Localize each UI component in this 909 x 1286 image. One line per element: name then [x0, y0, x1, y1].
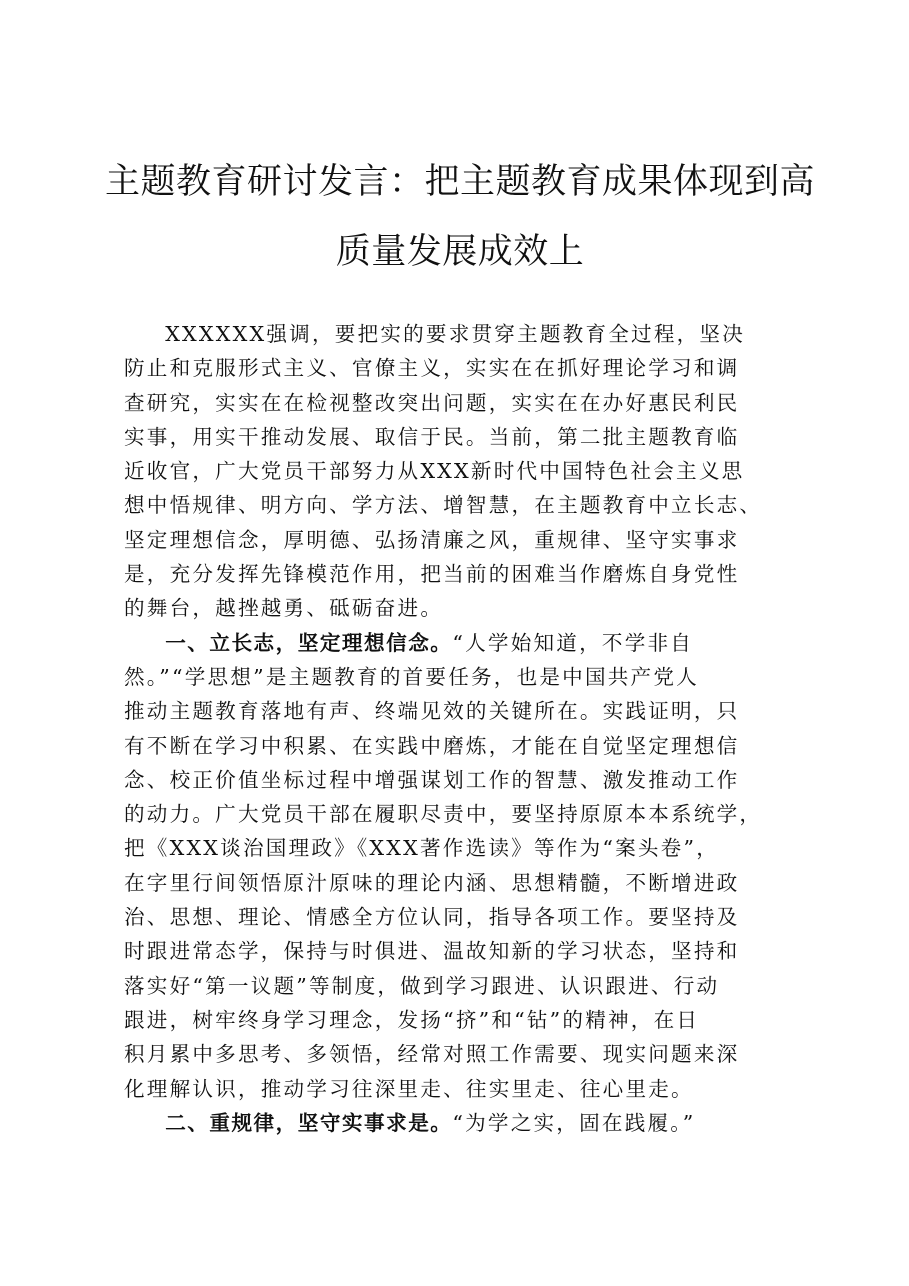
text-line: 落实好“第一议题”等制度，做到学习跟进、认识跟进、行动 — [124, 973, 720, 998]
section-heading-1: 一、立长志，坚定理想信念。 — [165, 630, 453, 655]
text-line: 时跟进常态学，保持与时俱进、温故知新的学习状态，坚持和 — [124, 939, 740, 964]
section-heading-2: 二、重规律，坚守实事求是。 — [165, 1110, 453, 1135]
text-line: 是，充分发挥先锋模范作用，把当前的困难当作磨炼自身党性 — [124, 562, 740, 587]
paragraph-section-1 — [124, 626, 800, 1106]
text-line: 化理解认识，推动学习往深里走、往实里走、往心里走。 — [124, 1076, 694, 1101]
text-line: 在字里行间领悟原汁原味的理论内涵、思想精髓，不断增进政 — [124, 870, 740, 895]
document-body — [124, 317, 800, 1140]
text-line: 念、校正价值坐标过程中增强谋划工作的智慧、激发推动工作 — [124, 767, 740, 792]
title-line-2: 质量发展成效上 — [335, 232, 585, 272]
paragraph-intro — [124, 317, 800, 626]
text-line: 查研究，实实在在检视整改突出问题，实实在在办好惠民利民 — [124, 390, 740, 415]
text-line: 近收官，广大党员干部努力从XXX新时代中国特色社会主义思 — [124, 459, 745, 484]
text-line: 跟进，树牢终身学习理念，发扬“挤”和“钻”的精神，在日 — [124, 1007, 700, 1032]
text-line: 坚定理想信念，厚明德、弘扬清廉之风，重规律、坚守实事求 — [124, 527, 740, 552]
text-line: 然。”“学思想”是主题教育的首要任务，也是中国共产党人 — [124, 664, 699, 689]
document-title — [100, 147, 820, 287]
text-line — [124, 1106, 800, 1140]
text-line: 把《XXX谈治国理政》《XXX著作选读》等作为“案头卷”， — [124, 836, 719, 861]
text-line: 防止和克服形式主义、官僚主义，实实在在抓好理论学习和调 — [124, 356, 740, 381]
text-line: 推动主题教育落地有声、终端见效的关键所在。实践证明，只 — [124, 699, 740, 724]
section-1-quote-start: “人学始知道，不学非自 — [452, 630, 694, 655]
text-line: 实事，用实干推动发展、取信于民。当前，第二批主题教育临 — [124, 424, 740, 449]
text-line: 治、思想、理论、情感全方位认同，指导各项工作。要坚持及 — [124, 905, 740, 930]
text-line: 的动力。广大党员干部在履职尽责中，要坚持原原本本系统学， — [124, 802, 763, 827]
text-line: 有不断在学习中积累、在实践中磨炼，才能在自觉坚定理想信 — [124, 733, 740, 758]
text-line: XXXXXX强调，要把实的要求贯穿主题教育全过程，坚决 — [165, 322, 746, 346]
paragraph-section-2 — [124, 1106, 800, 1140]
text-line: 想中悟规律、明方向、学方法、增智慧，在主题教育中立长志、 — [124, 493, 763, 518]
text-line: 的舞台，越挫越勇、砥砺奋进。 — [124, 596, 444, 621]
section-2-quote-start: “为学之实，固在践履。” — [452, 1110, 696, 1135]
title-line-1: 主题教育研讨发言：把主题教育成果体现到高 — [104, 162, 815, 202]
text-line: 积月累中多思考、多领悟，经常对照工作需要、现实问题来深 — [124, 1042, 740, 1067]
text-line — [124, 626, 800, 660]
